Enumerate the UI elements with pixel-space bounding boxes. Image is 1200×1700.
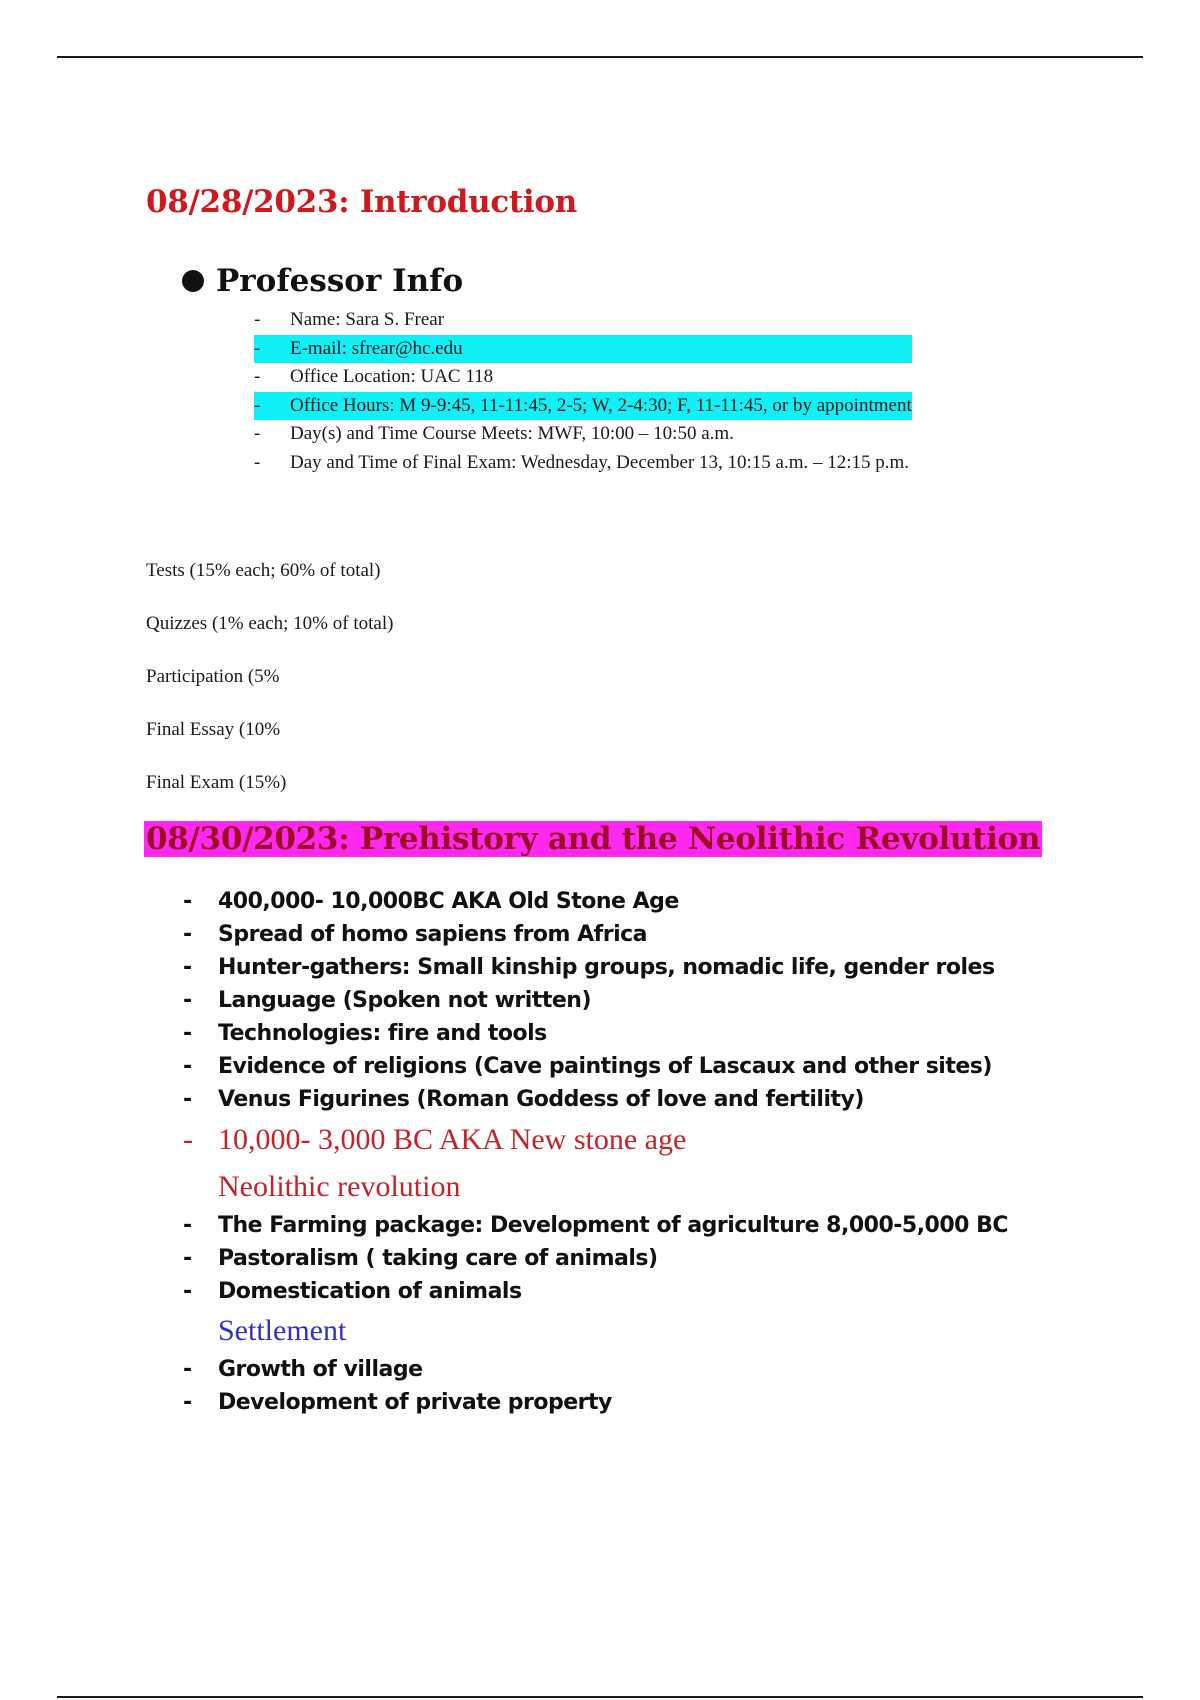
info-email: - E-mail: sfrear@hc.edu: [254, 335, 912, 364]
list-item: - Language (Spoken not written): [183, 988, 591, 1013]
list-item: - Spread of homo sapiens from Africa: [183, 922, 647, 947]
list-item: - The Farming package: Development of agriculture 8,000-5,000 BC: [183, 1213, 1009, 1238]
prehistory-notes-list: [180, 885, 1008, 1419]
list-item: - Hunter-gathers: Small kinship groups, nomadic life, gender roles: [183, 955, 995, 980]
grading-item: Final Essay (10%: [146, 719, 281, 740]
subheading-settlement: Settlement: [218, 1314, 347, 1347]
grading-item: Tests (15% each; 60% of total): [146, 560, 381, 581]
list-item: - Technologies: fire and tools: [183, 1021, 547, 1046]
info-final-exam-time: - Day and Time of Final Exam: Wednesday, December 13, 10:15 a.m. – 12:15 p.m.: [254, 451, 910, 473]
list-item: - Evidence of religions (Cave paintings of Lascaux and other sites): [183, 1054, 992, 1079]
list-item: - Venus Figurines (Roman Goddess of love and fertility): [183, 1087, 864, 1112]
list-item: - Domestication of animals: [183, 1279, 522, 1304]
professor-info-list: [254, 306, 912, 478]
grading-item: Final Exam (15%): [146, 772, 287, 793]
bottom-rule: [57, 1696, 1143, 1698]
grading-list: [146, 556, 393, 821]
list-item: - Development of private property: [183, 1390, 612, 1415]
professor-info-heading: [182, 263, 463, 299]
top-rule: [57, 56, 1143, 58]
filled-circle-bullet-icon: [182, 270, 204, 292]
list-item: - Pastoralism ( taking care of animals): [183, 1246, 658, 1271]
list-item-new-stone-age: - 10,000- 3,000 BC AKA New stone age: [183, 1123, 687, 1156]
info-course-meets: - Day(s) and Time Course Meets: MWF, 10:00 – 10:50 a.m.: [254, 423, 734, 445]
subheading-neolithic-revolution: Neolithic revolution: [218, 1170, 461, 1203]
list-item: - 400,000- 10,000BC AKA Old Stone Age: [183, 889, 679, 914]
grading-item: Participation (5%: [146, 666, 280, 687]
info-name: - Name: Sara S. Frear: [254, 309, 445, 330]
professor-info-label: Professor Info: [216, 263, 464, 299]
info-office-location: - Office Location: UAC 118: [254, 366, 494, 388]
list-item: - Growth of village: [183, 1357, 423, 1382]
info-office-hours: - Office Hours: M 9-9:45, 11-11:45, 2-5; W, 2-4:30; F, 11-11:45, or by appointment: [254, 392, 912, 421]
intro-heading: 08/28/2023: Introduction: [146, 184, 578, 220]
grading-item: Quizzes (1% each; 10% of total): [146, 613, 394, 634]
prehistory-heading: 08/30/2023: Prehistory and the Neolithic Revolution: [146, 821, 1041, 857]
